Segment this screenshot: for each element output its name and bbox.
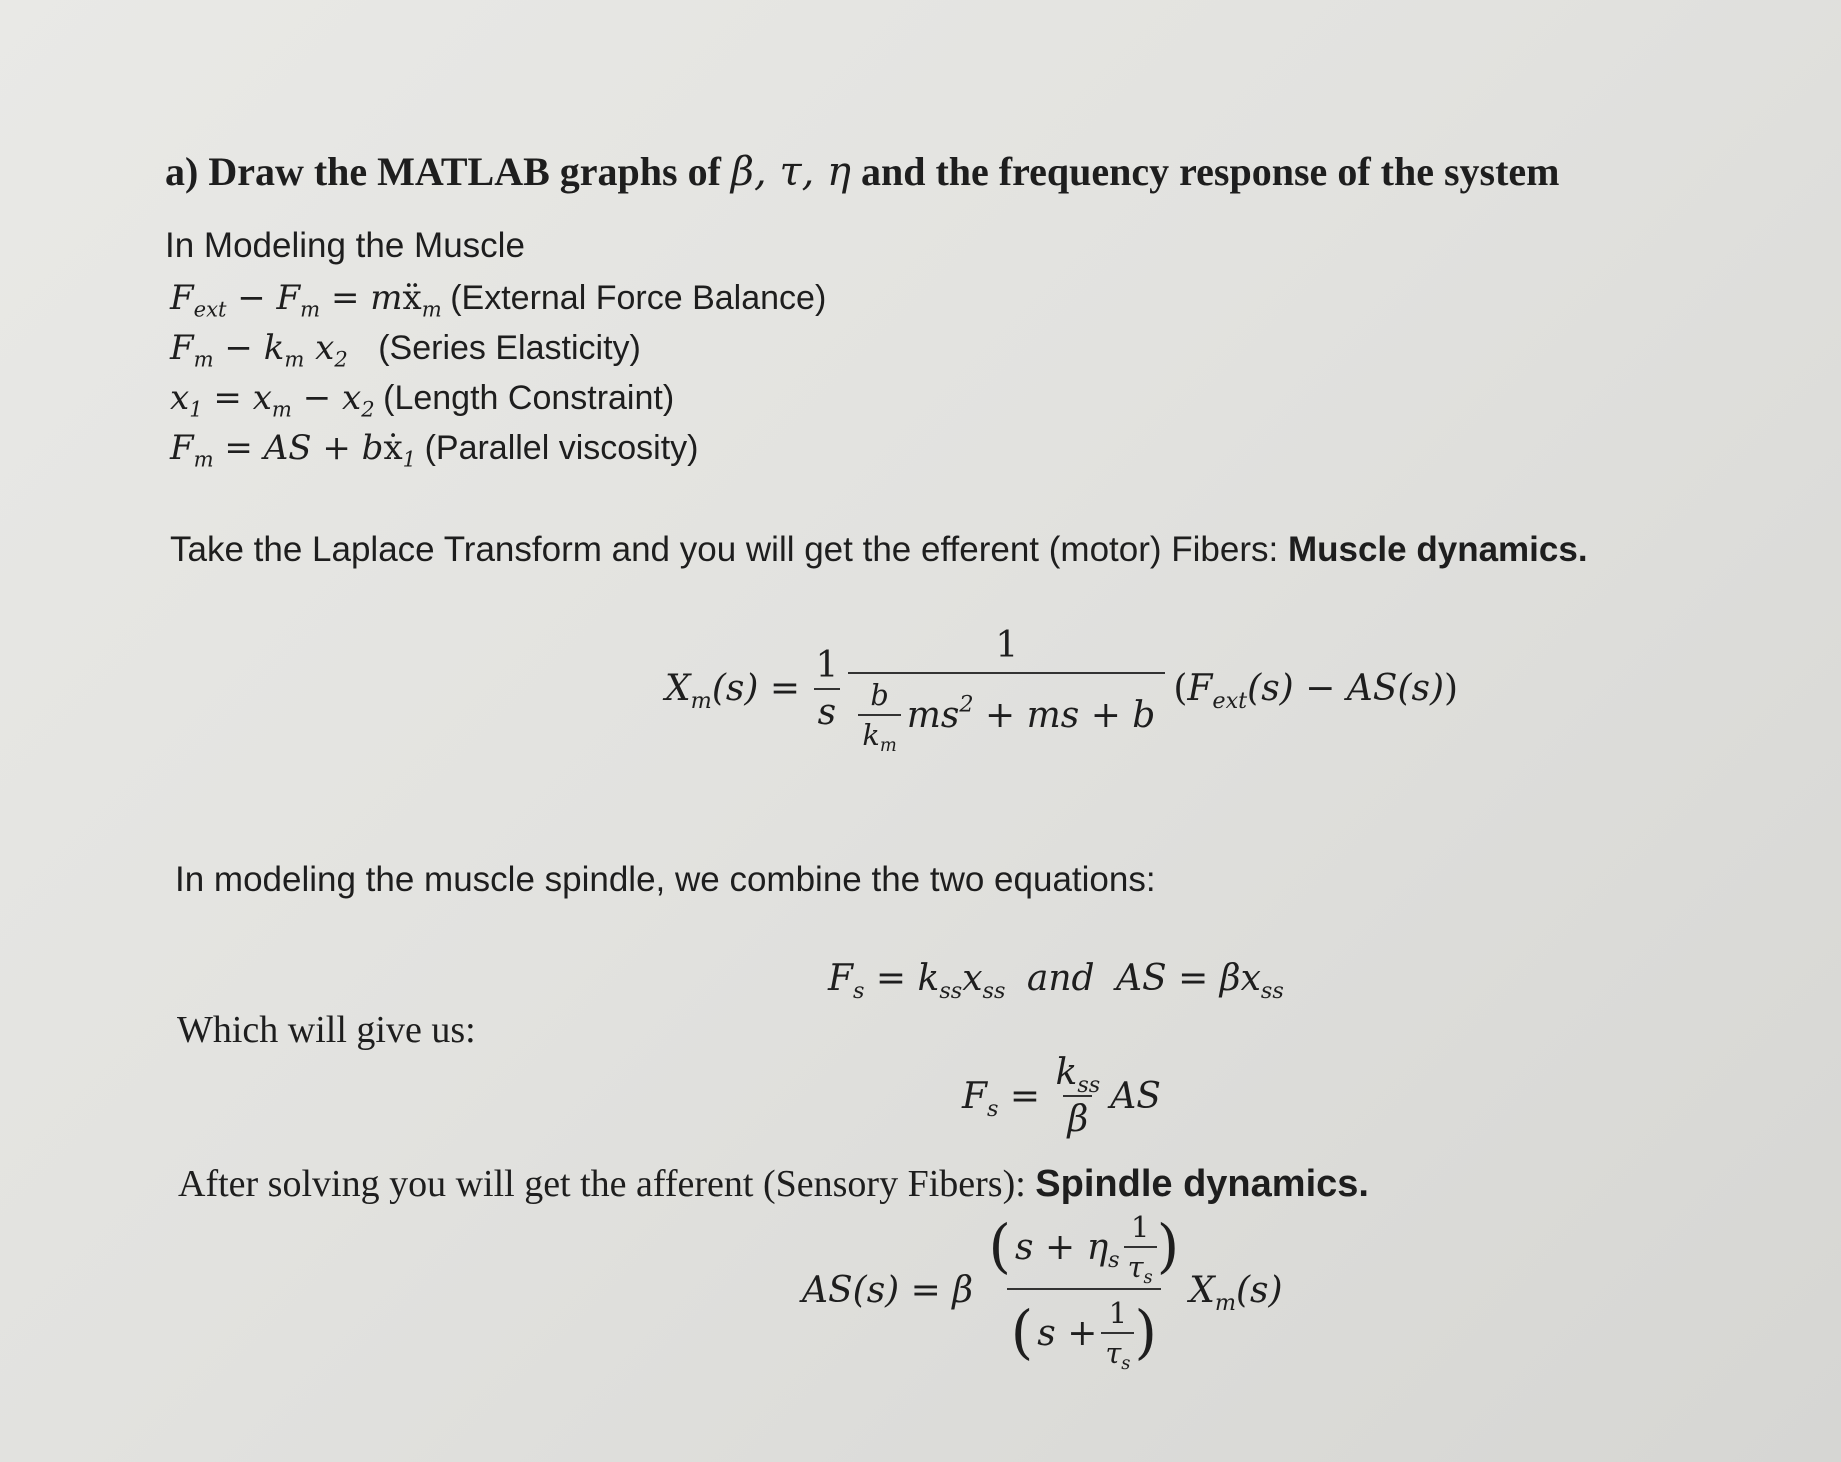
equation-body: $x_1 = x_m - x_2$ — [170, 378, 375, 422]
equation-parallel-viscosity — [170, 428, 699, 472]
equation-body: $F_{ext} - F_m$ = mẍ$_m$ — [170, 278, 442, 322]
after-bold: Spindle dynamics. — [1035, 1163, 1369, 1205]
laplace-text: Take the Laplace Transform and you will get the efferent (motor) Fibers: — [170, 530, 1279, 569]
muscle-dynamics-equation — [665, 625, 1459, 757]
equation-label: (Series Elasticity) — [378, 329, 641, 367]
which-text: Which will give us: — [177, 1009, 476, 1051]
question-heading — [165, 148, 1559, 195]
equation-body: $F_m - k_m$ $x_2$ — [170, 328, 348, 372]
equation-length-constraint — [170, 378, 675, 422]
lhs: $X_m(s)$ = — [665, 668, 800, 714]
after-paragraph — [178, 1162, 1369, 1206]
after-text: After solving you will get the afferent (Sensory Fibers): — [178, 1163, 1026, 1205]
spindle-dynamics-equation: AS(s) = β ( $s + \eta_s$ $\frac{1}{\tau_s}$ ) ( s + $\frac{1}{\tau_s}$ ) $X_m(s)$ — [802, 1210, 1283, 1375]
laplace-paragraph — [170, 530, 1588, 570]
equation-body: $F_m$ = AS + bẋ$_1$ — [170, 428, 417, 472]
heading-symbols: β, τ, η — [730, 149, 851, 195]
fraction-dynamics: 1 $\frac{b}{k_m}$ $ms^2$ + ms + b — [848, 625, 1165, 752]
equation-external-force — [170, 278, 827, 322]
spindle-intro: In modeling the muscle spindle, we combine the two equations: — [175, 860, 1156, 899]
laplace-bold: Muscle dynamics. — [1287, 530, 1588, 569]
muscle-intro: In Modeling the Muscle — [165, 226, 525, 265]
equation-series-elasticity — [170, 328, 641, 372]
heading-suffix: and the frequency response of the system — [860, 149, 1560, 194]
equation-label: (Parallel viscosity) — [424, 429, 699, 467]
equation-label: (Length Constraint) — [383, 379, 675, 417]
rhs-input: $(F_{ext}(s) - AS(s))$ — [1173, 668, 1459, 714]
spindle-force-equation: $F_s$ = $\frac{k_{ss}}{\beta}$ AS — [962, 1052, 1161, 1140]
equation-label: (External Force Balance) — [450, 279, 827, 317]
fraction-spindle: ( $s + \eta_s$ $\frac{1}{\tau_s}$ ) ( s + $\frac{1}{\tau_s}$ ) — [988, 1210, 1180, 1375]
and-word: and — [1026, 958, 1095, 999]
spindle-combined-equations: $F_s = k_{ss}x_{ss}$ and AS = $\beta x_{ss}$ — [828, 958, 1284, 1004]
heading-prefix: a) Draw the MATLAB graphs of — [165, 149, 721, 194]
fraction-one-over-s: $\frac{1}{s}$ — [815, 644, 839, 733]
